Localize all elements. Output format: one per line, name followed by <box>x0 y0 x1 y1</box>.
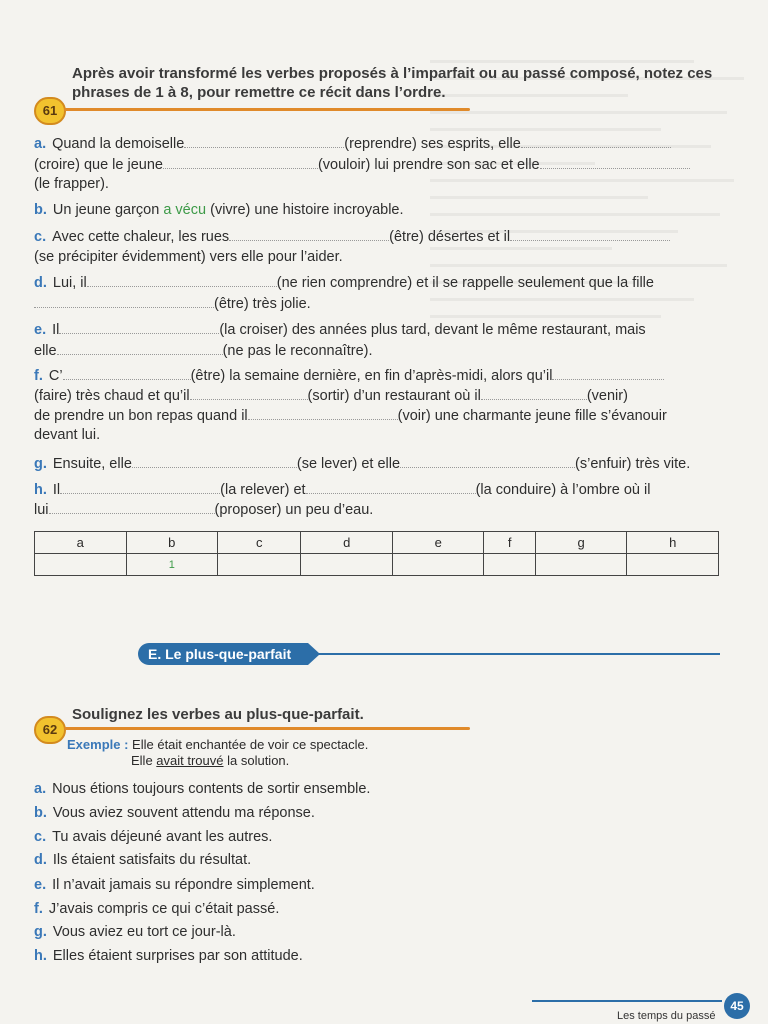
blank[interactable] <box>63 367 191 380</box>
item-61-f-line3: de prendre un bon repas quand il (voir) une charmante jeune fille s’évanouir <box>34 408 667 424</box>
footer-rule <box>532 1000 722 1002</box>
item-61-c-line2: (se précipiter évidemment) vers elle pour l’aider. <box>34 249 343 265</box>
grid-header: g <box>535 532 627 554</box>
exercise-62-title: Soulignez les verbes au plus-que-parfait. <box>72 706 364 723</box>
blank[interactable] <box>400 455 575 468</box>
grid-answer-cell[interactable] <box>301 554 393 576</box>
grid-header: b <box>126 532 218 554</box>
blank[interactable] <box>60 481 220 494</box>
grid-answer-cell[interactable] <box>627 554 719 576</box>
blank[interactable] <box>190 387 308 400</box>
item-61-d: d. Lui, il (ne rien comprendre) et il se rappelle seulement que la fille <box>34 275 654 291</box>
exercise-61-rule <box>64 108 470 111</box>
footer-chapter-title: Les temps du passé <box>617 1010 716 1022</box>
blank[interactable] <box>34 295 214 308</box>
example-label: Exemple : <box>67 737 129 752</box>
item-62-g: g. Vous aviez eu tort ce jour-là. <box>34 924 236 940</box>
grid-answer-cell[interactable] <box>35 554 127 576</box>
page-number: 45 <box>724 993 750 1019</box>
grid-header: d <box>301 532 393 554</box>
answer-grid-header-row <box>35 532 719 554</box>
exercise-61-title-line2: phrases de 1 à 8, pour remettre ce récit dans l’ordre. <box>72 84 446 101</box>
grid-answer-cell[interactable] <box>218 554 301 576</box>
blank[interactable] <box>540 156 690 169</box>
section-heading: E. Le plus-que-parfait <box>138 643 308 665</box>
item-61-a-line2: (croire) que le jeune (vouloir) lui prendre son sac et elle <box>34 156 690 173</box>
grid-header: a <box>35 532 127 554</box>
blank[interactable] <box>521 135 671 148</box>
grid-header: c <box>218 532 301 554</box>
blank[interactable] <box>132 455 297 468</box>
item-62-h: h. Elles étaient surprises par son attitude. <box>34 948 303 964</box>
item-62-a: a. Nous étions toujours contents de sortir ensemble. <box>34 781 371 797</box>
exercise-61-title-line1: Après avoir transformé les verbes proposés à l’imparfait ou au passé composé, notez ces <box>72 65 713 82</box>
grid-header: e <box>392 532 484 554</box>
item-61-b: b. Un jeune garçon a vécu (vivre) une histoire incroyable. <box>34 202 404 218</box>
item-62-d: d. Ils étaient satisfaits du résultat. <box>34 852 252 868</box>
example-line1: Exemple : Elle était enchantée de voir ce spectacle. <box>67 737 369 752</box>
item-61-f-line4: devant lui. <box>34 427 101 443</box>
item-61-h: h. Il (la relever) et (la conduire) à l’ombre où il <box>34 482 651 498</box>
item-62-b: b. Vous aviez souvent attendu ma réponse. <box>34 805 315 821</box>
blank[interactable] <box>49 501 215 514</box>
blank[interactable] <box>184 135 344 148</box>
item-61-c: c. Avec cette chaleur, les rues (être) désertes et il <box>34 228 670 245</box>
blank[interactable] <box>248 407 398 420</box>
section-rule <box>300 653 720 655</box>
grid-header: f <box>484 532 535 554</box>
blank[interactable] <box>229 228 389 241</box>
blank[interactable] <box>306 481 476 494</box>
blank[interactable] <box>59 321 219 334</box>
example-underlined-verb: avait trouvé <box>156 753 224 768</box>
item-62-e: e. Il n’avait jamais su répondre simplement. <box>34 877 315 893</box>
blank[interactable] <box>57 342 223 355</box>
item-62-c: c. Tu avais déjeuné avant les autres. <box>34 829 273 845</box>
blank[interactable] <box>552 367 664 380</box>
exercise-62-badge: 62 <box>34 716 66 744</box>
item-61-e-line2: elle (ne pas le reconnaître). <box>34 343 373 359</box>
item-62-f: f. J’avais compris ce qui c’était passé. <box>34 901 280 917</box>
item-61-e: e. Il (la croiser) des années plus tard, devant le même restaurant, mais <box>34 322 646 338</box>
answer-grid-answer-row <box>35 554 719 576</box>
example-line2: Elle avait trouvé la solution. <box>131 753 290 768</box>
bleed-through <box>430 60 760 960</box>
filled-answer: a vécu <box>163 202 207 218</box>
grid-answer-cell[interactable] <box>535 554 627 576</box>
blank[interactable] <box>481 387 587 400</box>
blank[interactable] <box>510 228 670 241</box>
grid-answer-cell[interactable] <box>484 554 535 576</box>
blank[interactable] <box>163 156 318 169</box>
blank[interactable] <box>87 274 277 287</box>
item-61-d-line2: (être) très jolie. <box>34 295 311 312</box>
grid-answer-cell[interactable]: 1 <box>126 554 218 576</box>
exercise-62-rule <box>64 727 470 730</box>
item-61-f: f. C’ (être) la semaine dernière, en fin d’après-midi, alors qu’il <box>34 367 664 384</box>
grid-answer-cell[interactable] <box>392 554 484 576</box>
answer-grid <box>34 531 719 576</box>
grid-header: h <box>627 532 719 554</box>
exercise-61-badge: 61 <box>34 97 66 125</box>
item-61-a-line3: (le frapper). <box>34 176 109 192</box>
item-letter: a. <box>34 136 47 152</box>
item-61-h-line2: lui (proposer) un peu d’eau. <box>34 502 374 518</box>
item-61-a: a. Quand la demoiselle (reprendre) ses esprits, elle <box>34 135 671 152</box>
item-61-f-line2: (faire) très chaud et qu’il (sortir) d’un restaurant où il (venir) <box>34 388 628 404</box>
example-block <box>67 737 368 769</box>
item-61-g: g. Ensuite, elle (se lever) et elle (s’enfuir) très vite. <box>34 456 691 472</box>
